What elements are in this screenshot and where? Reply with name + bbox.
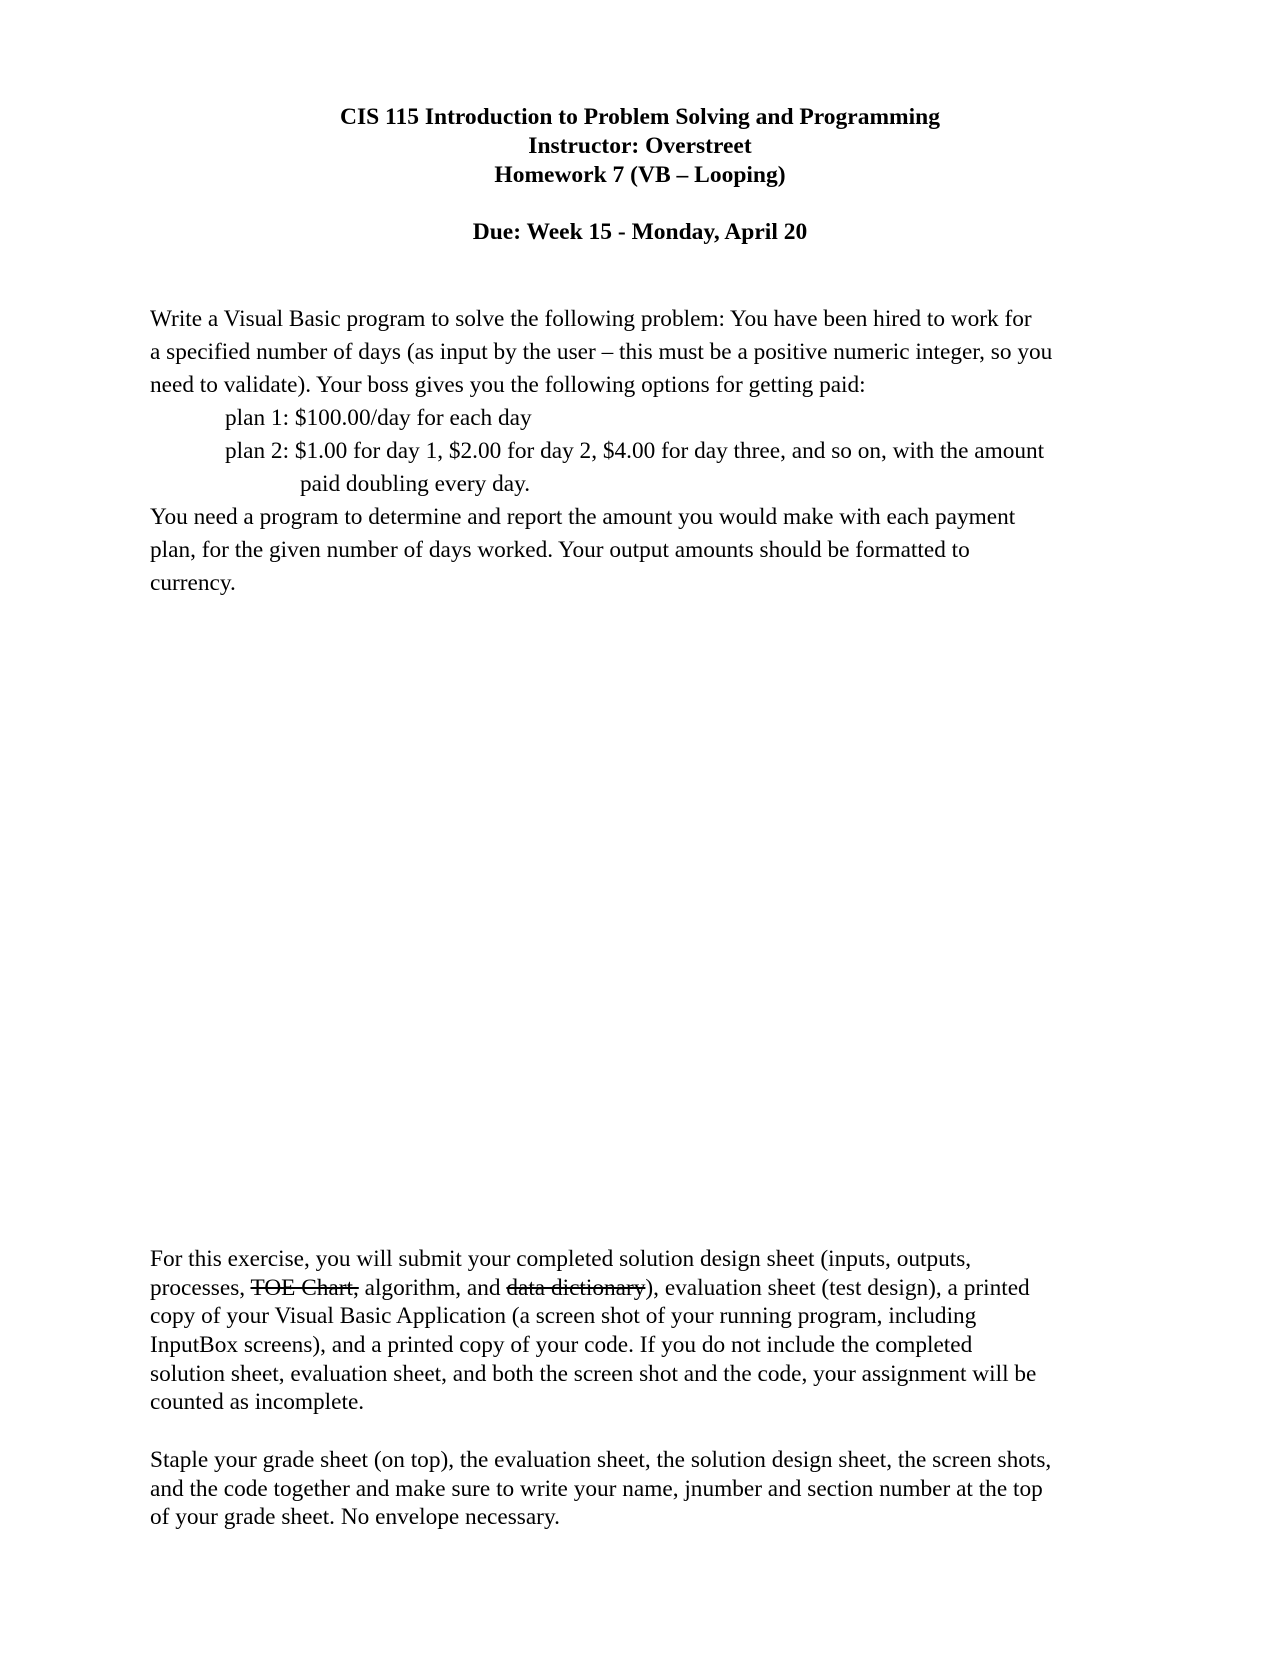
submission-line: copy of your Visual Basic Application (a screen shot of your running program, including: [150, 1303, 977, 1330]
problem-line: Write a Visual Basic program to solve the following problem: You have been hired to work for: [150, 306, 1032, 332]
plan-2: plan 2: $1.00 for day 1, $2.00 for day 2, $4.00 for day three, and so on, with the amount: [225, 438, 1045, 464]
submission-line: solution sheet, evaluation sheet, and both the screen shot and the code, your assignment will be: [150, 1360, 1037, 1387]
staple-line: and the code together and make sure to write your name, jnumber and section number at the top: [150, 1475, 1043, 1502]
course-title: CIS 115 Introduction to Problem Solving and Programming: [340, 104, 940, 130]
problem-line: currency.: [150, 570, 236, 596]
problem-line: You need a program to determine and report the amount you would make with each payment: [150, 504, 1016, 530]
plan-1: plan 1: $100.00/day for each day: [225, 405, 532, 431]
submission-text: processes,: [150, 1274, 251, 1301]
document-header: [0, 103, 1280, 190]
problem-line: plan, for the given number of days worked. Your output amounts should be formatted to: [150, 537, 970, 563]
submission-instructions: [150, 1245, 1130, 1417]
instructor-line: Instructor: Overstreet: [528, 133, 752, 159]
struck-toe-chart: TOE Chart,: [250, 1274, 359, 1301]
problem-line: a specified number of days (as input by the user – this must be a positive numeric integer, so you: [150, 339, 1053, 365]
submission-line: For this exercise, you will submit your completed solution design sheet (inputs, outputs,: [150, 1246, 972, 1272]
staple-line: Staple your grade sheet (on top), the evaluation sheet, the solution design sheet, the screen shots,: [150, 1447, 1052, 1473]
submission-text: ), evaluation sheet (test design), a printed: [645, 1274, 1030, 1301]
problem-statement: [150, 303, 1130, 600]
staple-line: of your grade sheet. No envelope necessary.: [150, 1504, 560, 1531]
plan-2-continued: paid doubling every day.: [300, 471, 531, 497]
submission-line: counted as incomplete.: [150, 1389, 365, 1416]
submission-line: InputBox screens), and a printed copy of your code. If you do not include the completed: [150, 1332, 973, 1359]
submission-line: [150, 1274, 1130, 1303]
due-date: Due: Week 15 - Monday, April 20: [472, 219, 808, 245]
problem-line: need to validate). Your boss gives you the following options for getting paid:: [150, 372, 866, 398]
staple-instructions: [150, 1446, 1130, 1532]
submission-text: algorithm, and: [358, 1274, 507, 1301]
homework-title: Homework 7 (VB – Looping): [494, 162, 786, 188]
struck-data-dictionary: data dictionary: [506, 1274, 646, 1301]
